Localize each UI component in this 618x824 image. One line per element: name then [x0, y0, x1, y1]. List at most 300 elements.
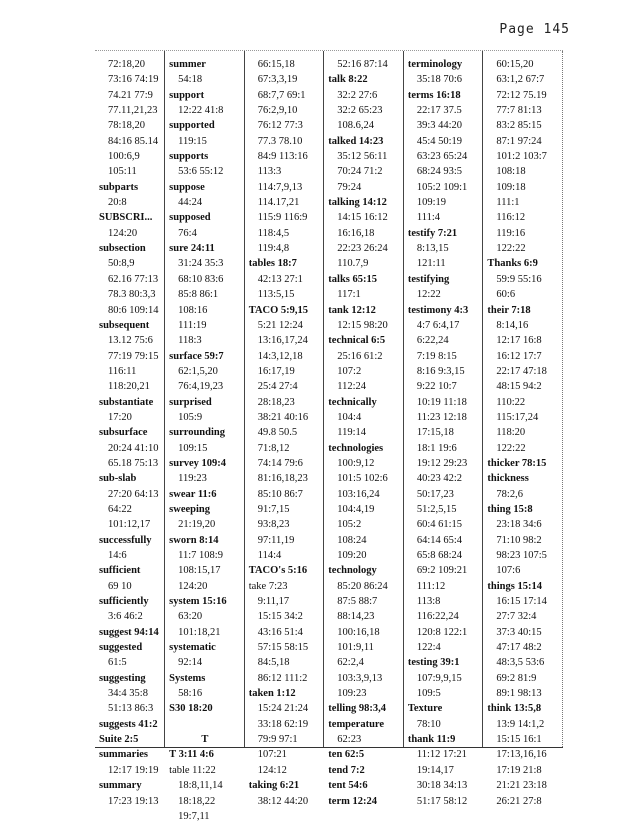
index-reference: 19:12 29:23 [416, 457, 468, 469]
index-reference: 18:8,11,14 [178, 780, 223, 792]
index-term: talk 8:22 [328, 74, 368, 86]
index-reference: 67:3,3,19 [257, 74, 298, 86]
index-term: system 15:16 [169, 596, 227, 608]
index-column-5 [404, 51, 484, 807]
index-reference: 78:10 [416, 718, 441, 730]
letter-heading: T [201, 734, 209, 746]
index-reference: 63:1,2 67:7 [496, 74, 545, 86]
index-term: Texture [407, 703, 443, 715]
index-reference: 3:6 46:2 [108, 611, 143, 623]
index-reference: 85:20 86:24 [337, 580, 388, 592]
index-reference: 100:16,18 [337, 626, 380, 638]
index-reference: 59:9 55:16 [496, 273, 542, 285]
index-reference: 51:13 86:3 [108, 703, 154, 715]
index-reference: 119:15 [178, 135, 207, 147]
index-reference: 69:2 81:9 [496, 672, 537, 684]
index-reference: 71:10 98:2 [496, 534, 542, 546]
index-reference: 64:14 65:4 [416, 534, 463, 546]
index-reference: 9:22 10:7 [416, 381, 457, 393]
index-reference: 63:20 [178, 611, 203, 623]
index-reference: 101:9,11 [337, 642, 374, 654]
index-reference: 79:24 [337, 181, 362, 193]
index-reference: 89:1 98:13 [496, 688, 542, 700]
index-reference: 124:20 [108, 227, 138, 239]
index-reference: 118:20,21 [108, 381, 150, 393]
index-reference: 17:15,18 [416, 427, 454, 439]
index-reference: 8:14,16 [496, 319, 529, 331]
word-index [95, 50, 563, 822]
index-term: sure 24:11 [169, 243, 215, 255]
index-reference: 101:12,17 [108, 519, 151, 531]
index-term: thank 11:9 [407, 734, 456, 746]
index-term: temperature [328, 718, 385, 730]
index-reference: 107:9,9,15 [416, 672, 462, 684]
index-term: technical 6:5 [328, 335, 386, 347]
index-reference: 22:17 37.5 [416, 105, 462, 117]
index-reference: 20:24 41:10 [108, 442, 159, 454]
index-term: thicker 78:15 [487, 457, 547, 469]
index-reference: 118:20 [496, 427, 526, 439]
index-reference: 19:14,17 [416, 764, 454, 776]
index-reference: 119:23 [178, 473, 207, 485]
index-term: taking 6:21 [248, 780, 300, 792]
index-reference: 87:1 97:24 [496, 135, 542, 147]
index-reference: 81:16,18,23 [257, 473, 308, 485]
index-term: technically [328, 396, 377, 408]
index-reference: 43:16 51:4 [257, 626, 303, 638]
index-reference: 60:4 61:15 [416, 519, 463, 531]
index-reference: 35:12 56:11 [337, 151, 388, 163]
index-reference: 119:4,8 [257, 243, 290, 255]
index-term: TACO 5:9,15 [248, 304, 309, 316]
index-reference: 22:17 47:18 [496, 365, 547, 377]
index-reference: 104:4,19 [337, 503, 375, 515]
index-reference: 68:7,7 69:1 [257, 89, 306, 101]
index-term: take 7:23 [248, 580, 288, 592]
index-term: sufficiently [99, 596, 149, 608]
index-reference: 118:3 [178, 335, 202, 347]
index-term: surface 59:7 [169, 350, 224, 362]
index-reference: 120:8 122:1 [416, 626, 468, 638]
index-reference: 25:16 61:2 [337, 350, 383, 362]
index-reference: 109:23 [337, 688, 367, 700]
index-reference: 47:17 48:2 [496, 642, 542, 654]
index-reference: 38:12 44:20 [257, 795, 309, 807]
index-reference: 38:21 40:16 [257, 411, 309, 423]
index-reference: 105:9 [178, 411, 203, 423]
index-term: testify 7:21 [407, 227, 458, 239]
index-reference: 27:7 32:4 [496, 611, 537, 623]
index-reference: 22:23 26:24 [337, 243, 388, 255]
index-reference: 101:2 103:7 [496, 151, 547, 163]
index-reference: 42:13 27:1 [257, 273, 303, 285]
index-reference: 17:13,16,16 [496, 749, 547, 761]
index-reference: 18:1 19:6 [416, 442, 457, 454]
index-reference: 78:18,20 [108, 120, 146, 132]
index-reference: 85:10 86:7 [257, 488, 303, 500]
index-reference: 26:21 27:8 [496, 795, 542, 807]
index-reference: 76:4 [178, 227, 197, 239]
index-reference: 111:19 [178, 319, 207, 331]
index-reference: 80:6 109:14 [108, 304, 159, 316]
index-reference: 97:11,19 [257, 534, 295, 546]
index-term: suggests 41:2 [99, 718, 158, 730]
index-reference: 108.6,24 [337, 120, 375, 132]
index-reference: 16:12 17:7 [496, 350, 542, 362]
index-reference: 74:14 79:6 [257, 457, 303, 469]
index-reference: 13:9 14:1,2 [496, 718, 545, 730]
index-reference: 12:15 98:20 [337, 319, 388, 331]
index-reference: 21:19,20 [178, 519, 216, 531]
index-reference: 11:12 17:21 [416, 749, 467, 761]
index-term: testifying [407, 273, 450, 285]
index-term: thickness [487, 473, 529, 485]
blank-line [169, 717, 241, 732]
index-reference: 122:22 [496, 442, 526, 454]
index-reference: 83:2 85:15 [496, 120, 542, 132]
index-term: substantiate [99, 396, 154, 408]
index-reference: 84:16 85.14 [108, 135, 159, 147]
index-reference: 4:7 6:4,17 [416, 319, 460, 331]
index-reference: 108:16 [178, 304, 208, 316]
index-column-6 [483, 51, 563, 807]
index-reference: 69:2 109:21 [416, 565, 468, 577]
index-reference: 66:15,18 [257, 59, 295, 70]
index-term: successfully [99, 534, 152, 546]
index-reference: 65.18 75:13 [108, 457, 159, 469]
index-reference: 109:15 [178, 442, 208, 454]
index-reference: 12:17 16:8 [496, 335, 542, 347]
index-reference: 85:8 86:1 [178, 289, 219, 301]
index-reference: 7:19 8:15 [416, 350, 457, 362]
index-reference: 98:23 107:5 [496, 550, 547, 561]
index-term: sufficient [99, 565, 141, 577]
index-term: summary [99, 780, 142, 792]
index-reference: 68:24 93:5 [416, 166, 463, 178]
index-term: tank 12:12 [328, 304, 376, 316]
index-reference: 86:12 111:2 [257, 672, 308, 684]
index-reference: 34:4 35:8 [108, 688, 148, 700]
index-reference: 20:8 [108, 197, 127, 209]
index-reference: 23:18 34:6 [496, 519, 542, 531]
index-reference: 103:16,24 [337, 488, 380, 500]
index-reference: 6:22,24 [416, 335, 449, 347]
index-reference: 17:19 21:8 [496, 764, 542, 776]
index-reference: 122:4 [416, 642, 441, 654]
index-reference: 62:1,5,20 [178, 365, 218, 377]
index-reference: 14:3,12,18 [257, 350, 303, 362]
index-reference: 113:3 [257, 166, 282, 178]
index-reference: 16:15 17:14 [496, 596, 547, 608]
index-reference: 62:2,4 [337, 657, 364, 669]
index-reference: 105:11 [108, 166, 137, 178]
index-reference: 48:3,5 53:6 [496, 657, 545, 669]
index-reference: 77:7 81:13 [496, 105, 542, 117]
index-term: Systems [169, 672, 206, 684]
index-term: supports [169, 151, 209, 163]
index-reference: 101:18,21 [178, 626, 221, 638]
index-term: suggested [99, 642, 143, 654]
index-reference: 37:3 40:15 [496, 626, 542, 638]
index-term: technology [328, 565, 377, 577]
index-reference: 50:17,23 [416, 488, 454, 500]
index-term: TACO's 5:16 [248, 565, 308, 577]
index-reference: 18:18,22 [178, 795, 216, 807]
index-reference: 33:18 62:19 [257, 718, 309, 730]
index-reference: 50:8,9 [108, 258, 135, 270]
index-term: surrounding [169, 427, 225, 439]
index-term: thing 15:8 [487, 503, 533, 515]
index-reference: 76:4,19,23 [178, 381, 224, 393]
index-reference: 28:18,23 [257, 396, 295, 408]
index-term: sworn 8:14 [169, 534, 219, 546]
index-reference: 77.11,21,23 [108, 105, 158, 117]
index-reference: 124:12 [257, 764, 287, 776]
index-reference: 111:1 [496, 197, 520, 209]
index-reference: 105:2 [337, 519, 362, 531]
index-reference: 76:12 77:3 [257, 120, 303, 132]
page-number: Page 145 [499, 22, 570, 37]
index-reference: 108:24 [337, 534, 367, 546]
index-reference: 61:5 [108, 657, 127, 669]
index-reference: 107:6 [496, 565, 521, 577]
index-reference: 13:16,17,24 [257, 335, 308, 347]
index-reference: 110:22 [496, 396, 526, 408]
index-term: SUBSCRI... [99, 212, 153, 224]
index-reference: 122:22 [496, 243, 526, 255]
index-reference: 19:7,11 [178, 810, 210, 822]
index-reference: 15:15 34:2 [257, 611, 303, 623]
index-reference: 84:9 113:16 [257, 151, 308, 163]
index-reference: 78.3 80:3,3 [108, 289, 156, 301]
index-term: think 13:5,8 [487, 703, 542, 715]
index-reference: 77:19 79:15 [108, 350, 159, 362]
index-column-3 [245, 51, 325, 807]
index-reference: 107:21 [257, 749, 287, 761]
index-reference: 74.21 77:9 [108, 89, 153, 101]
index-term: subsequent [99, 319, 150, 331]
index-term: subsection [99, 243, 146, 255]
index-reference: 10:19 11:18 [416, 396, 467, 408]
index-reference: 119:14 [337, 427, 367, 439]
index-reference: 108:15,17 [178, 565, 221, 577]
index-term: surprised [169, 396, 212, 408]
index-reference: 108:18 [496, 166, 526, 178]
index-term: talked 14:23 [328, 135, 384, 147]
index-reference: 13.12 75:6 [108, 335, 153, 347]
index-term: supposed [169, 212, 211, 224]
index-term: tend 7:2 [328, 764, 365, 776]
index-column-4 [324, 51, 404, 807]
index-reference: 64:22 [108, 503, 132, 515]
index-reference: 12:17 19:19 [108, 764, 159, 776]
index-reference: 5:21 12:24 [257, 319, 303, 331]
index-term: term 12:24 [328, 795, 377, 807]
index-reference: 92:14 [178, 657, 203, 669]
index-reference: 40:23 42:2 [416, 473, 463, 485]
index-reference: 109:5 [416, 688, 441, 700]
index-reference: 8:16 9:3,15 [416, 365, 465, 377]
index-term: support [169, 89, 205, 101]
index-reference: 31:24 35:3 [178, 258, 224, 270]
index-reference: 113:5,15 [257, 289, 295, 301]
index-term: suggesting [99, 672, 146, 684]
index-reference: 14:15 16:12 [337, 212, 388, 224]
index-term: supported [169, 120, 215, 132]
index-reference: 15:15 16:1 [496, 734, 542, 746]
index-reference: 51:2,5,15 [416, 503, 457, 515]
index-term: terminology [407, 59, 463, 70]
index-term: survey 109:4 [169, 457, 227, 469]
index-reference: 84:5,18 [257, 657, 290, 669]
index-reference: 8:13,15 [416, 243, 449, 255]
index-reference: 113:8 [416, 596, 441, 608]
index-reference: 48:15 94:2 [496, 381, 542, 393]
index-term: Thanks 6:9 [487, 258, 538, 270]
index-reference: 79:9 97:1 [257, 734, 298, 746]
index-term: suggest 94:14 [99, 626, 159, 638]
index-term: swear 11:6 [169, 488, 217, 500]
index-reference: 115:17,24 [496, 411, 539, 423]
index-reference: 58:16 [178, 688, 203, 700]
index-term: subparts [99, 181, 139, 193]
index-reference: 62:23 [337, 734, 362, 746]
index-term: T 3:11 4:6 [169, 749, 214, 761]
index-term: telling 98:3,4 [328, 703, 387, 715]
index-term: suppose [169, 181, 205, 193]
index-reference: 100:6,9 [108, 151, 140, 163]
index-reference: 17:23 19:13 [108, 795, 159, 807]
index-reference: 12:22 [416, 289, 441, 301]
index-column-2 [165, 51, 245, 822]
index-reference: 45:4 50:19 [416, 135, 463, 147]
index-reference: 77.3 78.10 [257, 135, 303, 147]
index-reference: 91:7,15 [257, 503, 290, 515]
index-term: sub-slab [99, 473, 137, 485]
index-reference: 124:20 [178, 580, 208, 592]
index-reference: 105:2 109:1 [416, 181, 468, 193]
index-reference: 60:6 [496, 289, 516, 301]
index-reference: 11:23 12:18 [416, 411, 467, 423]
index-reference: 100:9,12 [337, 457, 375, 469]
index-reference: 27:20 64:13 [108, 488, 159, 500]
index-reference: 116:22,24 [416, 611, 459, 623]
index-reference: 111:4 [416, 212, 440, 224]
index-reference: 116:12 [496, 212, 526, 224]
index-term: things 15:14 [487, 580, 542, 592]
index-reference: 54:18 [178, 74, 203, 86]
index-reference: 121:11 [416, 258, 446, 270]
index-term: summer [169, 59, 206, 70]
index-term: Suite 2:5 [99, 734, 139, 746]
index-term: tent 54:6 [328, 780, 368, 792]
index-term: technologies [328, 442, 384, 454]
index-term: their 7:18 [487, 304, 531, 316]
index-term: testimony 4:3 [407, 304, 469, 316]
index-term: testing 39:1 [407, 657, 460, 669]
index-reference: 110.7,9 [337, 258, 369, 270]
index-reference: 101:5 102:6 [337, 473, 388, 485]
index-reference: 12:22 41:8 [178, 105, 224, 117]
index-reference: 71:8,12 [257, 442, 290, 454]
index-reference: 35:18 70:6 [416, 74, 463, 86]
index-reference: 11:7 108:9 [178, 550, 223, 561]
index-reference: 16:17,19 [257, 365, 295, 377]
index-column-1 [95, 51, 165, 807]
index-reference: 32:2 65:23 [337, 105, 383, 117]
index-reference: 107:2 [337, 365, 362, 377]
index-term: tables 18:7 [248, 258, 297, 270]
index-reference: 104:4 [337, 411, 362, 423]
index-reference: 72:18,20 [108, 59, 146, 70]
index-reference: 14:6 [108, 550, 127, 561]
index-reference: 109:18 [496, 181, 526, 193]
index-term: table 11:22 [169, 764, 216, 776]
index-term: subsurface [99, 427, 148, 439]
index-reference: 44:24 [178, 197, 203, 209]
index-reference: 51:17 58:12 [416, 795, 468, 807]
index-reference: 111:12 [416, 580, 446, 592]
index-reference: 25:4 27:4 [257, 381, 298, 393]
index-term: sweeping [169, 503, 210, 515]
index-term: systematic [169, 642, 216, 654]
index-reference: 57:15 58:15 [257, 642, 309, 654]
index-reference: 60:15,20 [496, 59, 534, 70]
index-reference: 39:3 44:20 [416, 120, 463, 132]
index-reference: 103:3,9,13 [337, 672, 383, 684]
index-reference: 87:5 88:7 [337, 596, 378, 608]
index-reference: 118:4,5 [257, 227, 290, 239]
index-reference: 73:16 74:19 [108, 74, 159, 86]
index-reference: 62.16 77:13 [108, 273, 159, 285]
index-reference: 88:14,23 [337, 611, 375, 623]
index-reference: 16:16,18 [337, 227, 375, 239]
index-reference: 15:24 21:24 [257, 703, 309, 715]
index-reference: 49.8 50.5 [257, 427, 298, 439]
index-reference: 114:7,9,13 [257, 181, 303, 193]
index-reference: 65:8 68:24 [416, 550, 463, 561]
index-reference: 9:11,17 [257, 596, 290, 608]
index-reference: 76:2,9,10 [257, 105, 298, 117]
index-reference: 17:20 [108, 411, 132, 423]
index-reference: 115:9 116:9 [257, 212, 308, 224]
index-reference: 63:23 65:24 [416, 151, 468, 163]
index-reference: 68:10 83:6 [178, 273, 224, 285]
index-reference: 52:16 87:14 [337, 59, 388, 70]
index-reference: 30:18 34:13 [416, 780, 468, 792]
index-reference: 70:24 71:2 [337, 166, 383, 178]
index-term: terms 16:18 [407, 89, 461, 101]
index-reference: 116:11 [108, 365, 137, 377]
index-reference: 119:16 [496, 227, 526, 239]
index-term: taken 1:12 [248, 688, 296, 700]
index-term: ten 62:5 [328, 749, 365, 761]
index-reference: 109:20 [337, 550, 367, 561]
index-reference: 114:4 [257, 550, 282, 561]
index-term: summaries [99, 749, 148, 761]
index-reference: 53:6 55:12 [178, 166, 224, 178]
index-reference: 109:19 [416, 197, 447, 209]
index-reference: 32:2 27:6 [337, 89, 378, 101]
index-reference: 112:24 [337, 381, 367, 393]
index-reference: 117:1 [337, 289, 361, 301]
index-reference: 78:2,6 [496, 488, 523, 500]
index-reference: 93:8,23 [257, 519, 290, 531]
index-reference: 114.17,21 [257, 197, 300, 209]
index-term: talks 65:15 [328, 273, 377, 285]
index-reference: 69 10 [108, 580, 132, 592]
index-reference: 21:21 23:18 [496, 780, 547, 792]
